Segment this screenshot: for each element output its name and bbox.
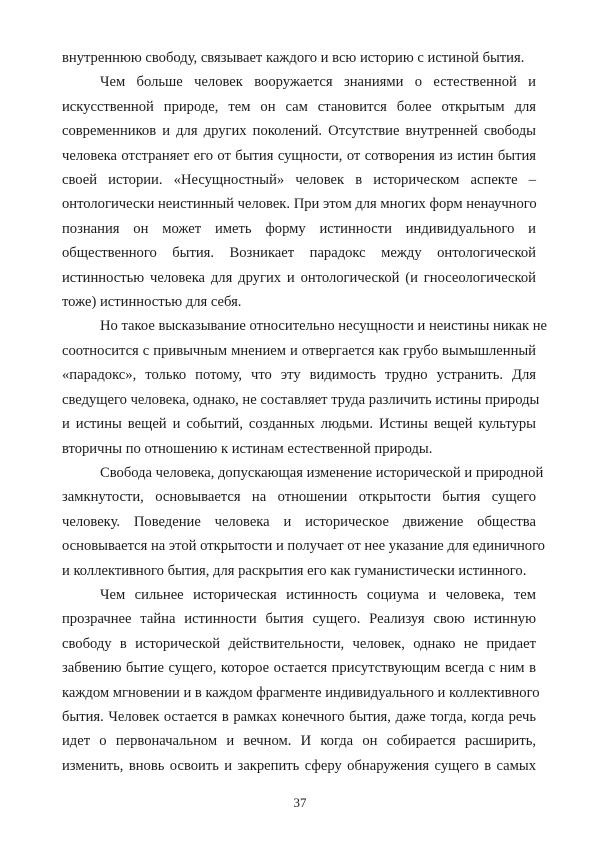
text-line: истинностью человека для других и онтологической (и гносеологической (62, 269, 536, 286)
paragraph-1 (62, 46, 536, 70)
paragraph-3 (62, 314, 547, 460)
text-line: изменить, вновь освоить и закрепить сферу обнаружения сущего в самых (62, 757, 536, 774)
text-line: прозрачнее тайна истинности бытия сущего. Реализуя свою истинную (62, 611, 536, 628)
text-line: внутреннюю свободу, связывает каждого и всю историю с истиной бытия. (62, 50, 525, 66)
text-line: человеку. Поведение человека и историческое движение общества (62, 513, 536, 530)
text-line: искусственной природе, тем он сам становится более открытым для (62, 98, 536, 115)
text-line: Свобода человека, допускающая изменение исторической и природной (100, 464, 544, 481)
text-line: вторичны по отношению к истинам естественной природы. (62, 440, 433, 457)
paragraph-5 (62, 583, 540, 778)
text-line: основывается на этой открытости и получает от нее указание для единичного (62, 538, 545, 555)
text-line: познания он может иметь форму истинности индивидуального и (62, 220, 536, 237)
document-body (62, 46, 547, 778)
text-line: человека отстраняет его от бытия сущности, от сотворения из истин бытия (62, 147, 536, 164)
text-line: свободу в исторической действительности, человек, однако не придает (62, 635, 536, 652)
text-line: «парадокс», только потому, что эту видимость трудно устранить. Для (62, 367, 536, 384)
text-line: и истины вещей и событий, созданных людьми. Истины вещей культуры (62, 416, 536, 433)
text-line: идет о первоначальном и вечном. И когда он собирается расширить, (62, 733, 536, 750)
text-line: каждом мгновении и в каждом фрагменте индивидуального и коллективного (62, 684, 540, 701)
text-line: Но такое высказывание относительно несущности и неистины никак не (100, 318, 547, 335)
paragraph-4 (62, 461, 545, 583)
text-line: бытия. Человек остается в рамках конечного бытия, даже тогда, когда речь (62, 708, 536, 725)
text-line: своей истории. «Несущностный» человек в историческом аспекте – (62, 172, 536, 189)
paragraph-2 (62, 70, 536, 314)
text-line: общественного бытия. Возникает парадокс между онтологической (62, 245, 536, 262)
text-line: сведущего человека, однако, не составляет труда различить истины природы (62, 391, 540, 408)
text-line: Чем больше человек вооружается знаниями о естественной и (100, 74, 536, 91)
text-line: Чем сильнее историческая истинность социума и человека, тем (100, 586, 536, 603)
text-line: соотносится с привычным мнением и отвергается как грубо вымышленный (62, 342, 536, 359)
text-line: и коллективного бытия, для раскрытия его как гуманистически истинного. (62, 562, 527, 579)
text-line: тоже) истинностью для себя. (62, 294, 242, 311)
text-line: онтологически неистинный человек. При этом для многих форм ненаучного (62, 196, 537, 213)
page-number: 37 (293, 795, 307, 810)
text-line: современников и для других поколений. Отсутствие внутренней свободы (62, 123, 536, 140)
text-line: замкнутости, основывается на отношении открытости бытия сущего (62, 489, 536, 506)
text-line: забвению бытие сущего, которое остается присутствующим всегда с ним в (62, 660, 536, 677)
